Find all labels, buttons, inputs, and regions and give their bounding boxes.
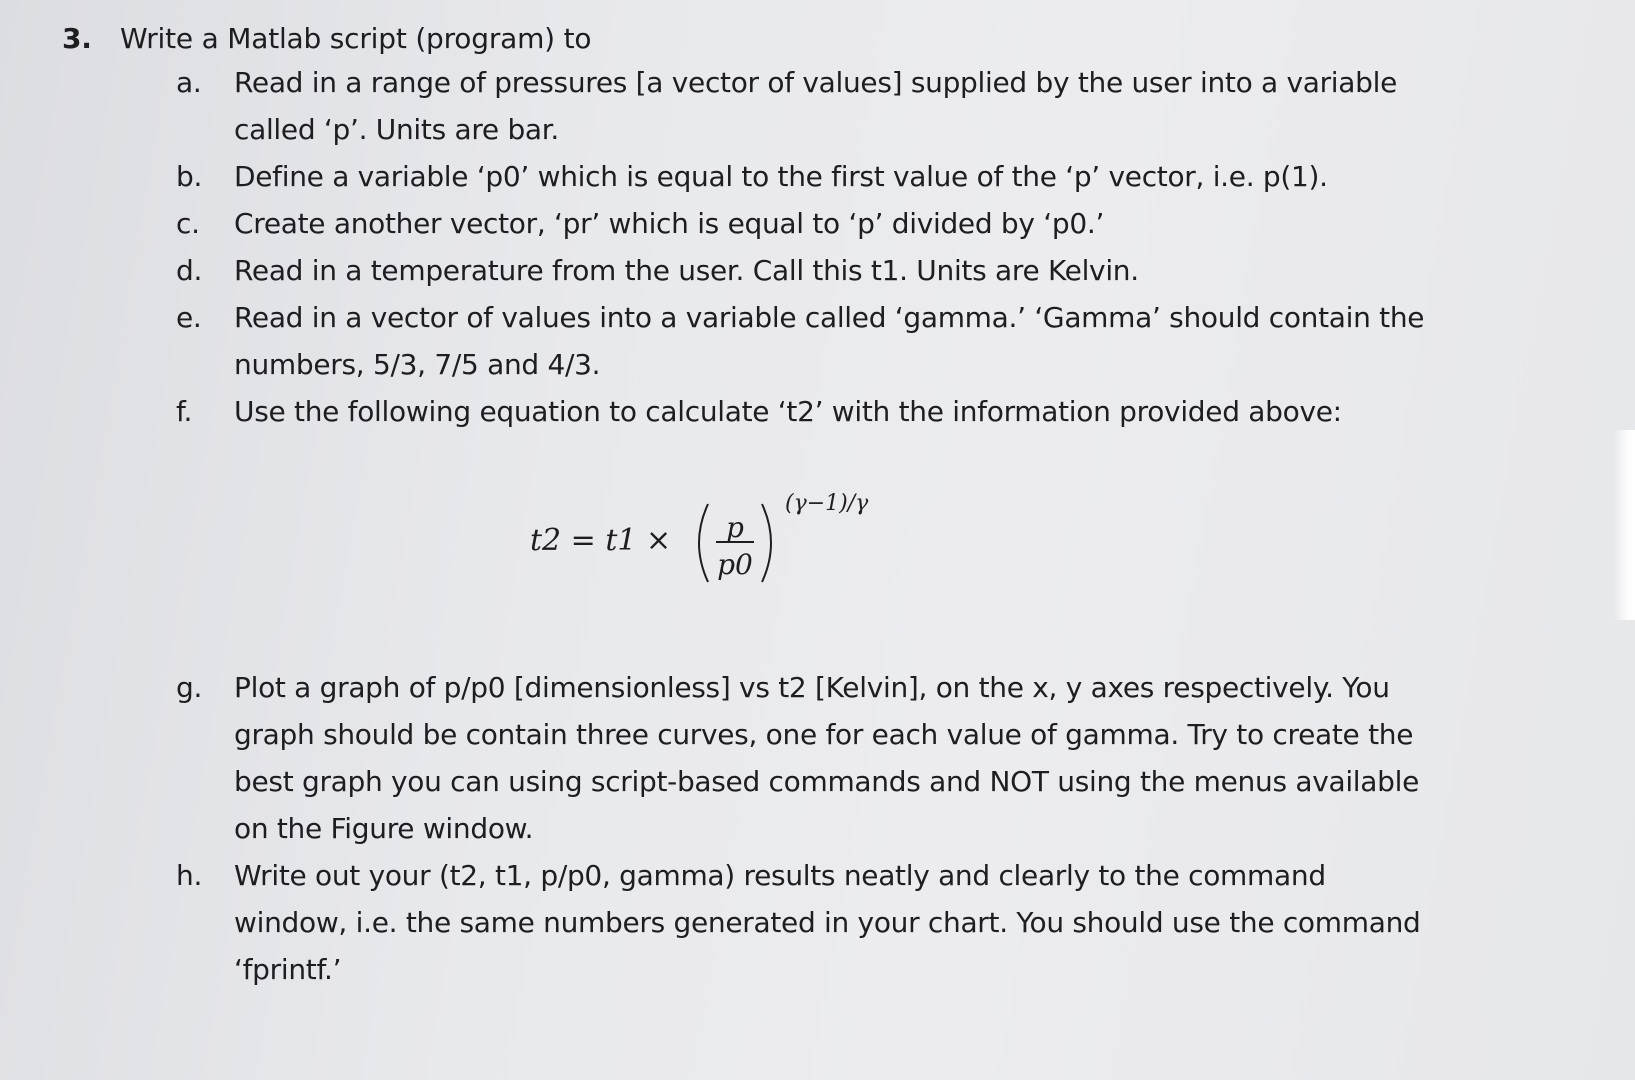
question-number: 3.	[62, 22, 92, 55]
item-label: b.	[176, 160, 203, 193]
item-text: Plot a graph of p/p0 [dimensionless] vs t2 [Kelvin], on the x, y axes respectively. You graph should be contain three curves, one for each value of gamma. Try to create the best graph you can using script-based commands and NOT using the menus available on the Figure window.	[234, 671, 1420, 845]
light-glare	[1613, 430, 1635, 620]
equation-numerator: p	[726, 511, 744, 544]
item-text: Read in a range of pressures [a vector of values] supplied by the user into a variable called ‘p’. Units are bar.	[234, 66, 1398, 146]
right-paren	[762, 504, 771, 582]
item-text: Create another vector, ‘pr’ which is equal to ‘p’ divided by ‘p0.’	[234, 207, 1105, 240]
equation	[530, 490, 930, 610]
item-g	[176, 664, 1436, 852]
item-text: Read in a vector of values into a variable called ‘gamma.’ ‘Gamma’ should contain the numbers, 5/3, 7/5 and 4/3.	[234, 301, 1425, 381]
equation-denominator: p0	[717, 548, 753, 581]
equation-lhs: t2 = t1 ×	[530, 523, 672, 558]
equation-exponent: (γ−1)/γ	[785, 491, 869, 516]
item-f	[176, 388, 1436, 435]
item-label: e.	[176, 301, 202, 334]
item-label: c.	[176, 207, 200, 240]
item-label: d.	[176, 254, 203, 287]
item-d	[176, 247, 1436, 294]
item-b	[176, 153, 1436, 200]
item-text: Write out your (t2, t1, p/p0, gamma) results neatly and clearly to the command window, i.e. the same numbers generated in your chart. You should use the command ‘fprintf.’	[234, 859, 1421, 986]
item-label: f.	[176, 395, 193, 428]
item-text: Define a variable ‘p0’ which is equal to the first value of the ‘p’ vector, i.e. p(1).	[234, 160, 1328, 193]
item-label: a.	[176, 66, 202, 99]
item-label: g.	[176, 671, 203, 704]
item-e	[176, 294, 1436, 388]
question-title: Write a Matlab script (program) to	[120, 22, 592, 55]
question-heading	[62, 18, 591, 60]
item-text: Read in a temperature from the user. Call this t1. Units are Kelvin.	[234, 254, 1139, 287]
item-label: h.	[176, 859, 203, 892]
item-a	[176, 59, 1436, 153]
item-text: Use the following equation to calculate ‘t2’ with the information provided above:	[234, 395, 1342, 428]
item-c	[176, 200, 1436, 247]
item-h	[176, 852, 1436, 993]
left-paren	[699, 504, 708, 582]
